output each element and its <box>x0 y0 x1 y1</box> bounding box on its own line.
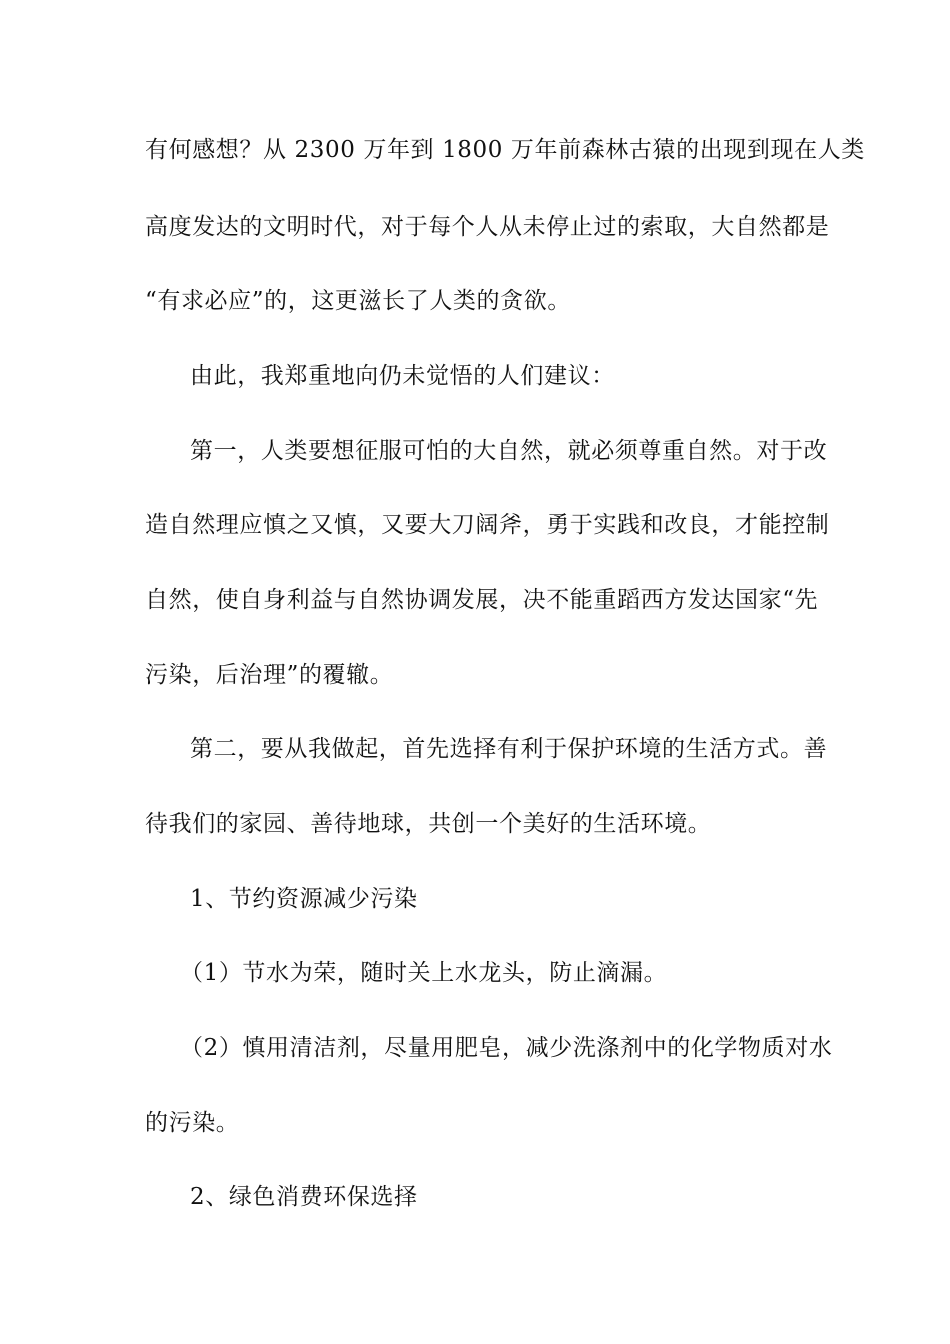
text-line: 自然，使自身利益与自然协调发展，决不能重蹈西方发达国家“先 <box>145 587 819 613</box>
list-item: （1）节水为荣，随时关上水龙头，防止滴漏。 <box>180 960 668 986</box>
paragraph-start: 第一，人类要想征服可怕的大自然，就必须尊重自然。对于改 <box>190 438 828 464</box>
list-item: （2）慎用清洁剂，尽量用肥皂，减少洗涤剂中的化学物质对水 <box>180 1035 833 1061</box>
section-heading: 2、绿色消费环保选择 <box>190 1184 418 1210</box>
text-line: 的污染。 <box>145 1110 240 1136</box>
text-line: “有求必应”的，这更滋长了人类的贪欲。 <box>145 288 571 314</box>
paragraph-start: 第二，要从我做起，首先选择有利于保护环境的生活方式。善 <box>190 736 828 762</box>
section-heading: 1、节约资源减少污染 <box>190 886 418 912</box>
text-line: 造自然理应慎之又慎，又要大刀阔斧，勇于实践和改良，才能控制 <box>145 512 830 538</box>
text-line: 高度发达的文明时代，对于每个人从未停止过的索取，大自然都是 <box>145 214 830 240</box>
text-line: 有何感想？从 2300 万年到 1800 万年前森林古猿的出现到现在人类 <box>145 137 865 163</box>
text-line: 污染，后治理”的覆辙。 <box>145 662 394 688</box>
text-line: 待我们的家园、善待地球，共创一个美好的生活环境。 <box>145 811 712 837</box>
paragraph-start: 由此，我郑重地向仍未觉悟的人们建议： <box>190 363 615 389</box>
